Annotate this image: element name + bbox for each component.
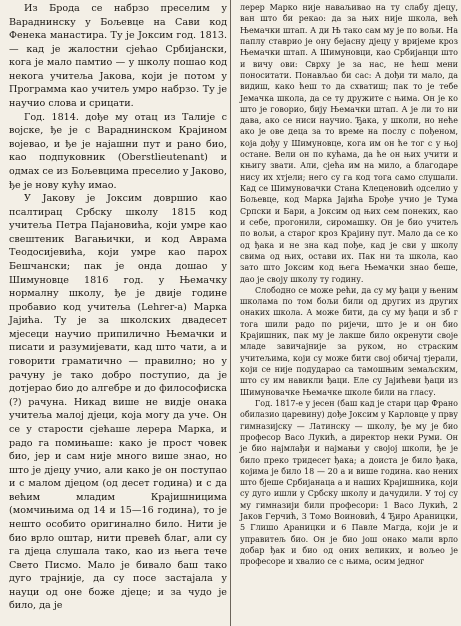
paragraph: Из Брода се набрзо преселим у Вараднинску у Бољевце на Сави код Фенека манастира. Ту је Јоксим год. 1813. — кад је жалостни сјећао Србијански, кога је мало памтио — у школу пошао код некога учитеља Јакова, који је потом у Программа као учитељ умро набрзо. Ту је научио слова и срицати. (9, 3, 227, 110)
paragraph: лерер Марко није наваљивао на ту слабу дјецу, ван што би рекао: да за њих није школа, већ Њемачки штап. А ди Њ тако сам му је по вољи. На паплу ставрио је ону бејасну дјецу у вријеме кроз Њемачки штап. А Шимуновци, као Србијанци што и вичу ови: Сврху је за нас, не ћеш мени поноситати. Понављао би сас: А дођи ти мало, да видиш, како ћеш то да схватиш; пак то је тебе Јемачка школа, да се ту дружите с њима. Он је ко што је говорио, бију Њемачки штап. А је ли то ни дава, ако се ниси научио. Ђака, у школи, но неће ако је ове деца за то време на послу с пођеном, која дођу у Шимуновце, кога им он ће тог с у њој остане. Вели он по кућама, да ће он њих учити и књигу звати. Али, сјећа им на мило, а благодаре нису их хтјели; него су га код тога само слушали. Кад се Шимуновачки Стана Клеценовић одселио у Бољевце, код Марка Јајића Брође учио је Тума Српски и Бари, а Јоксим од њих сем понеких, као и себе, прогонили, сиромашку. Он је био учитељ по вољи, а старог кроз Крајину пут. Мало да се ко од ђака и не зна кад пође, кад је сви у школу свима од њих, остави их. Пак ни та школа, као зато што Јоксим код њега Њемачки знао беше, дао је своју школу ту годину. (240, 3, 458, 284)
paragraph: У Јакову је Јоксим довршио као псалтирац Србску школу 1815 код учитеља Петра Пајановића, који умре као свештеник Вагањички, и код Аврама Теодосијевића, који умре као парох Бешчански; пак је онда дошао у Шимуновце 1816 год. у Њемачку нормалну школу, ђе је двије године пробавио код учитеља (Lehrer-a) Марка Јајића. Ту је за школских двадесет мјесеци научио припилично Њемачки и писати и разумијевати, кад што чати, а и говорити граматично — правилно; но у рачуну је тако добро поступио, да је дотјерао био до алгебре и до философиска (?) рачуна. Никад више не видје онака учитеља малој дјеци, која могу да уче. Он се у старости сјећаше лерера Марка, и радо га помињаше: како је прост човек био, јер и сам није много више знао, но што је дјецу учио, али како је он поступао и с малом дјецом (од десет година) и с да већим младим Крајишницима (момчињима од 14 и 15—16 година), то је нешто особито оригинално било. Нити је био врло оштар, нити превећ благ, али су га дјеца слушала тако, као из њега тече Свето Писмо. Мало је бивало баш тако дуго трајније, да су посе застајала у науци од оне боже дјеце; и за чудо је било, да је (9, 193, 227, 612)
left-column (9, 2, 227, 613)
paragraph: Год. 1814. дође му отац из Талије с војске, ђе је с Вараднинском Крајином војевао, и ђе је најашни пут и рано био, као подпуковник (Oberstlieutenant) и одмах се из Бољевцима преселио у Јаково, ђе је нову кућу имао. (9, 111, 227, 191)
right-column (240, 2, 458, 568)
column-divider (230, 0, 231, 626)
paragraph: Слободно се може рећи, да су му ђаци у њеним школама по том бољи били од других из других онаких школа. А може бити, да су му ђаци и зб г тога шили радо по ријечи, што је и он био Крајишник, пак му је лакше било окренути своје младе завичајније за руком, но страским учитељима, који су може бити свој обичај тјерали, који се није подударао са тамошњим земаљским, што су им навикли ђаци. Еле су Јајићеви ђаци из Шимуновачке Њемачке школе били на гласу. (240, 285, 458, 397)
paragraph: Год. 1817-е у јесен (баш кад је стари цар Франо обилазио царевину) дође Јоксим у Карловце у прву гимназијску — Латинску — школу, ђе му је био професор Васо Лукић, а директор неки Руми. Он је био најмлађи и најмањи у својој школи, ђе је било преко тридесет ђака; а доиста је било ђака, којима је било 18 — 20 а и више година. као нених што бјеше Србијанаца а и наших Крајишника, који су дуго ишли у Србску школу и дачудили. У тој су му гимназији били професори: 1 Васо Лукић, 2 Јаков Герчић, 3 Томо Воиновић, 4 Ђиро Араницки, 5 Глишо Араницки и 6 Павле Магда, који је и управитељ био. Он је био још онако мали врло добар ђак и био од оних великих, и вољео је професоре и хвалио се с њима, осим једног (240, 398, 458, 567)
